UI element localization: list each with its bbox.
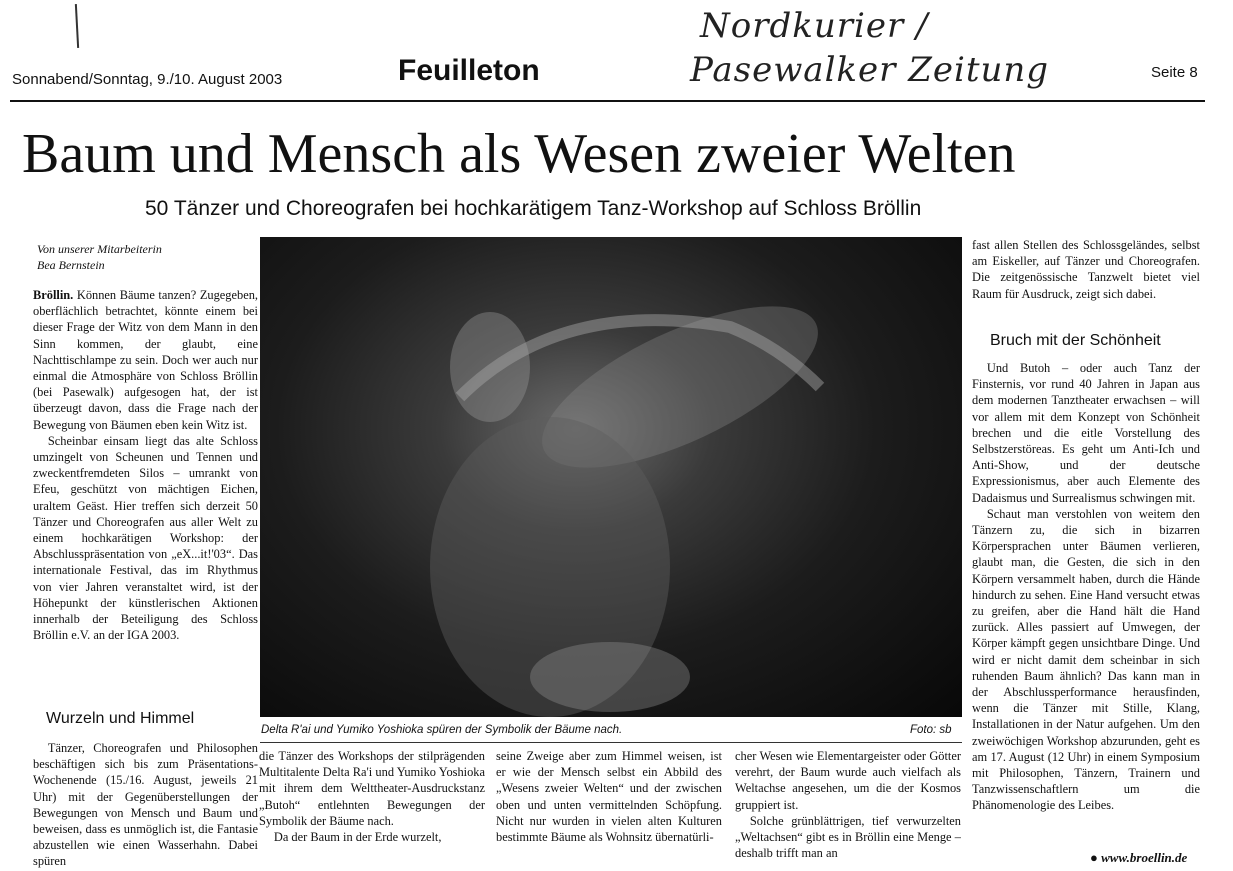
handwritten-note-line1: Nordkurier / (700, 6, 929, 46)
column-1-upper (33, 287, 258, 702)
paragraph: Und Butoh – oder auch Tanz der Finsternis, vor rund 40 Jahren in Japan aus dem modernen Tanztheater erwachsen – will vor allem mit dem Konzept von Schönheit brechen und die eitle Vorstellung des Selbstzerstöreas. Es geht um Anti-Ich und Anti-Show, und der deutsche Expressionismus, aber auch Elemente des Dadaismus und Surrealismus schwingen mit. (972, 361, 1200, 505)
photo-caption: Delta R'ai und Yumiko Yoshioka spüren der Symbolik der Bäume nach. (261, 724, 623, 736)
caption-rule (260, 742, 962, 743)
handwritten-margin-mark (75, 4, 79, 48)
bullet-icon: ● (1090, 850, 1102, 865)
subhead-wurzeln: Wurzeln und Himmel (46, 710, 195, 727)
paragraph: seine Zweige aber zum Himmel weisen, ist er wie der Mensch selbst ein Abbild des „Wesens zweier Welten“ und der zwischen oben und unten vermittelnden Schöpfung. Nicht nur wurden in vielen alten Kulturen bestimmte Bäume als Wohnsitz übernatürli- (496, 749, 722, 845)
paragraph: cher Wesen wie Elementargeister oder Götter verehrt, der Baum wurde auch vielfach als Weltachse angesehen, um die der Kosmos gruppiert ist. (735, 749, 961, 812)
handwritten-note-line2: Pasewalker Zeitung (690, 50, 1050, 90)
column-1-lower (33, 740, 258, 871)
issue-date: Sonnabend/Sonntag, 9./10. August 2003 (12, 71, 283, 88)
column-2 (259, 748, 485, 871)
headline: Baum und Mensch als Wesen zweier Welten (22, 123, 1016, 185)
paragraph: Schaut man verstohlen von weitem den Tänzern zu, die sich in bizarren Körpersprachen unter Bäumen verlieren, glaubt man, die Gesten, die sich in den Körpern versammelt haben, durch die Hände hindurch zu sehen. Eine Hand versucht etwas zu greifen, aber die Hand hält die Hand zurück. Alles passiert auf Umwegen, der Körper kämpft gegen unsichtbare Dinge. Und wird er nicht damit dem scheinbar in sich ruhenden Baum ähnlich? Das kann man in der Abschlussperformance herausfinden, wenn die Tänzer mit Stille, Klang, Installationen in der Natur aufgehen. Um den zweiwöchigen Workshop abzurunden, geht es am 17. August (12 Uhr) in einem Symposium mit Philosophen, Tänzern, Trainern und Tanzwissenschaftlern um die Phänomenologie des Leibes. (972, 506, 1200, 813)
paragraph: fast allen Stellen des Schlossgeländes, selbst am Eiskeller, auf Tänzer und Choreografen. Die zeitgenössische Tanzwelt bietet viel Raum für Ausdruck, zeigt sich dabei. (972, 238, 1200, 301)
paragraph: Tänzer, Choreografen und Philosophen beschäftigen sich bis zum Präsentations-Wochenende (15./16. August, jeweils 21 Uhr) mit der Gegenüberstellungen der Bewegungen von Mensch und Baum und beweisen, dass es unmöglich ist, die Fantasie abzustellen wie einen Wasserhahn. Dabei spüren (33, 741, 258, 869)
website-link[interactable] (1090, 850, 1187, 866)
subheadline: 50 Tänzer und Choreografen bei hochkarätigem Tanz-Workshop auf Schloss Bröllin (145, 197, 922, 220)
section-title: Feuilleton (398, 54, 540, 87)
paragraph: Bröllin. Können Bäume tanzen? Zugegeben, oberflächlich betrachtet, könnte einem bei dieser Frage der Witz von dem Mann in den Sinn kommen, der glaubt, eine Nachttischlampe zu sein. Doch wer auch nur einmal die Atmosphäre von Schloss Bröllin (bei Pasewalk) aufgesogen hat, der ist überzeugt davon, dass die Frage nach der Bewegung von Bäumen eben kein Witz ist. (33, 288, 258, 432)
byline-author: Bea Bernstein (37, 258, 105, 272)
byline (37, 241, 247, 273)
column-3 (496, 748, 722, 871)
column-4 (735, 748, 961, 871)
subhead-bruch: Bruch mit der Schönheit (990, 332, 1161, 349)
website-url: www.broellin.de (1101, 850, 1188, 865)
masthead-rule (10, 100, 1205, 102)
byline-role: Von unserer Mitarbeiterin (37, 242, 162, 256)
paragraph: die Tänzer des Workshops der stilprägenden Multitalente Delta Ra'i und Yumiko Yoshioka mit ihrem dem Welttheater-Ausdruckstanz „Butoh“ entlehnten Bewegungen der Symbolik der Bäume nach. (259, 749, 485, 828)
dancer-silhouette (260, 237, 962, 717)
photo-credit: Foto: sb (910, 724, 952, 736)
column-5-lower (972, 360, 1200, 846)
page-number: Seite 8 (1151, 64, 1198, 81)
dateline: Bröllin. (33, 288, 74, 302)
column-5-upper (972, 237, 1200, 319)
paragraph: Solche grünblättrigen, tief verwurzelten „Weltachsen“ gibt es in Bröllin eine Menge – deshalb trifft man an (735, 813, 961, 861)
paragraph: Da der Baum in der Erde wurzelt, (273, 830, 442, 845)
dance-photo (260, 237, 962, 717)
paragraph: Scheinbar einsam liegt das alte Schloss umzingelt von Scheunen und Tennen und zweckentfremdeten Silos – umrankt von Efeu, geschützt von mächtigen Eichen, uraltem Geäst. Hier treffen sich derzeit 50 Tänzer und Choreografen aus aller Welt zu einem hochkarätigen Workshop: der Abschlusspräsentation von „eX...it!'03“. Das internationale Festival, das im Rhythmus von vier Jahren veranstaltet wird, ist der Höhepunkt der künstlerischen Aktionen innerhalb der Beteiligung des Schloss Bröllin e.V. an der IGA 2003. (33, 433, 258, 643)
